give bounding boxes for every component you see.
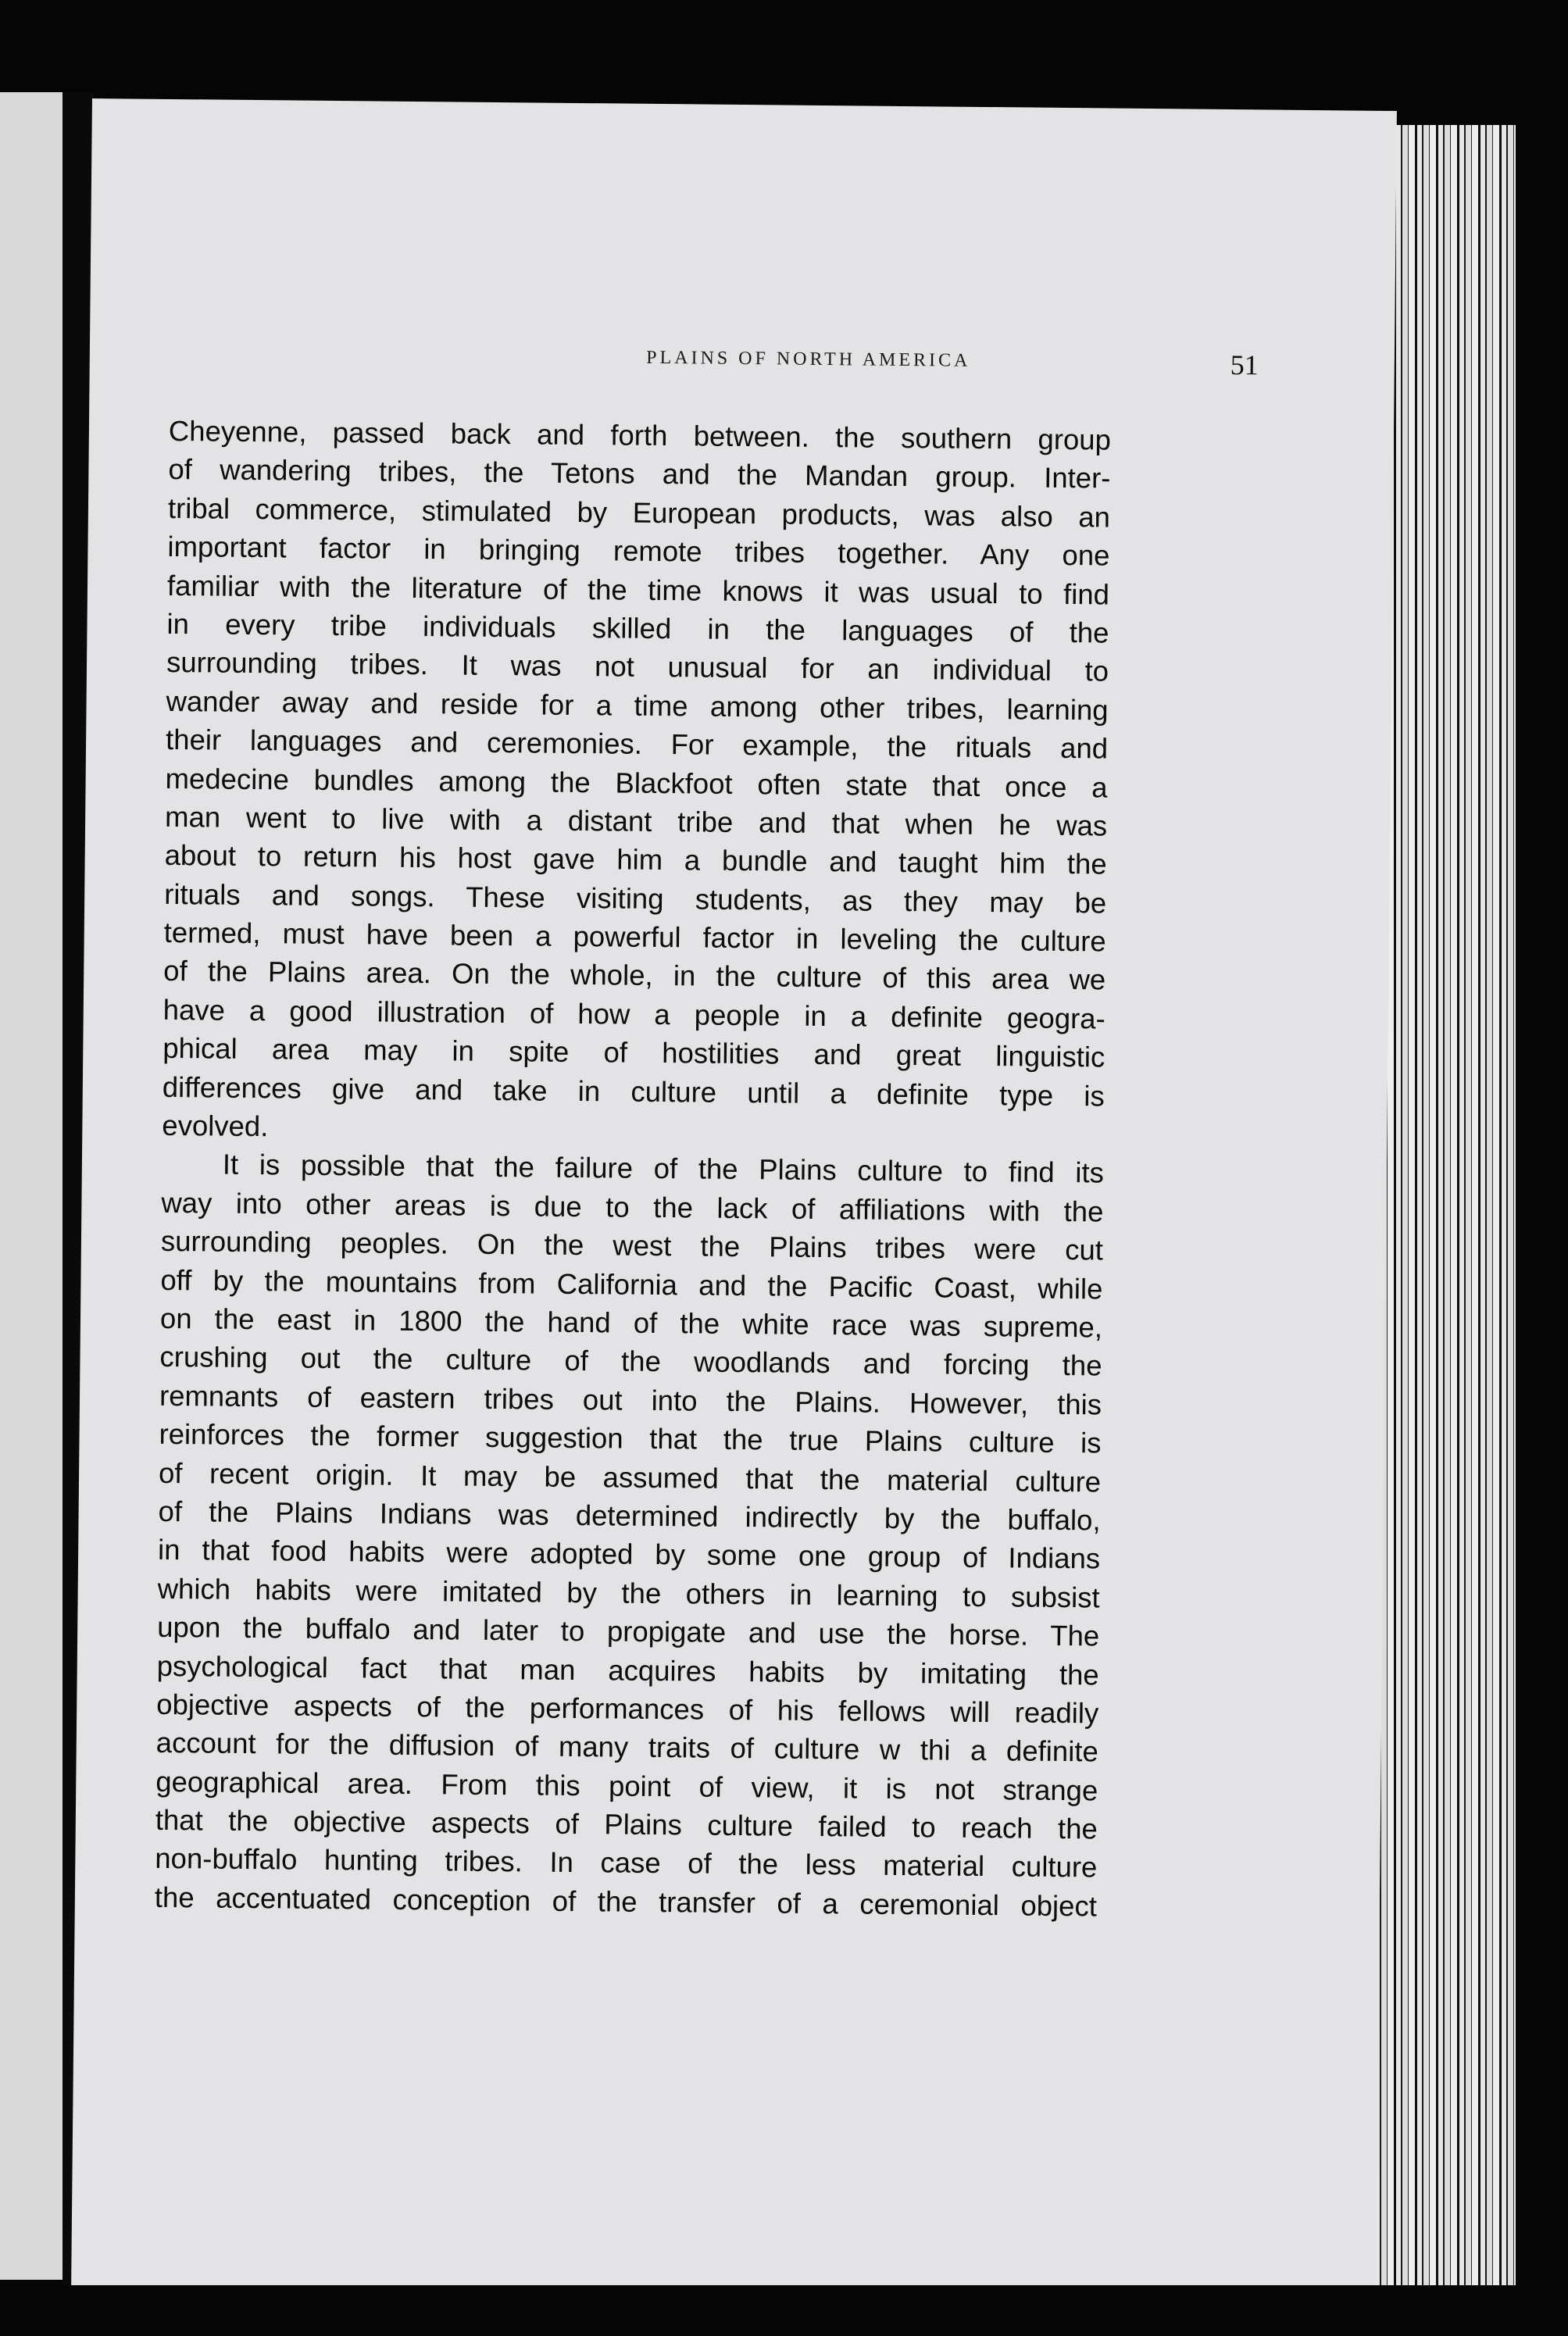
text-line: wander away and reside for a time among other tribes, learning xyxy=(166,684,1109,727)
running-head: PLAINS OF NORTH AMERICA xyxy=(646,347,971,371)
text-line: reinforces the former suggestion that the true Plains culture is xyxy=(159,1418,1102,1459)
text-line: on the east in 1800 the hand of the white race was supreme, xyxy=(159,1302,1103,1344)
text-line: upon the buffalo and later to propigate and use the horse. The xyxy=(157,1610,1100,1652)
text-line: important factor in bringing remote tribes together. Any one xyxy=(167,530,1110,572)
text-line: of wandering tribes, the Tetons and the Mandan group. Inter- xyxy=(168,453,1111,495)
text-line: have a good illustration of how a people in a definite geogra- xyxy=(163,993,1105,1035)
text-line: off by the mountains from California and the Pacific Coast, while xyxy=(160,1263,1103,1306)
text-line: familiar with the literature of the time knows it was usual to find xyxy=(166,569,1110,611)
text-line: account for the diffusion of many traits of culture w thi a definite xyxy=(155,1727,1098,1768)
text-line: differences give and take in culture until a definite type is xyxy=(162,1070,1105,1113)
text-line: termed, must have been a powerful factor in leveling the culture xyxy=(163,916,1106,958)
right-shadow xyxy=(1516,125,1568,2336)
text-line: phical area may in spite of hostilities and great linguistic xyxy=(163,1032,1105,1073)
text-line: objective aspects of the performances of his fellows will readily xyxy=(156,1688,1099,1730)
text-line: psychological fact that man acquires habits by imitating the xyxy=(156,1649,1099,1691)
text-line: way into other areas is due to the lack of affiliations with the xyxy=(161,1186,1104,1228)
text-line: of the Plains area. On the whole, in the culture of this area we xyxy=(163,955,1106,996)
book-page xyxy=(71,98,1397,2302)
text-line: about to return his host gave him a bundle and taught him the xyxy=(164,839,1107,880)
text-line: evolved. xyxy=(162,1109,269,1143)
text-line: crushing out the culture of the woodlands and forcing the xyxy=(159,1341,1102,1382)
text-line: Cheyenne, passed back and forth between. the southern group xyxy=(168,414,1112,456)
facing-page-edge xyxy=(0,92,63,2280)
text-line: non-buffalo hunting tribes. In case of the less material culture xyxy=(155,1842,1098,1884)
page-stack-edges xyxy=(1375,125,1539,2297)
text-line: man went to live with a distant tribe and that when he was xyxy=(164,800,1108,842)
text-line: surrounding tribes. It was not unusual for an individual to xyxy=(166,646,1109,688)
text-line: in every tribe individuals skilled in the languages of the xyxy=(166,607,1109,649)
body-text xyxy=(155,412,1111,1926)
page-number: 51 xyxy=(1230,349,1259,381)
text-line: surrounding peoples. On the west the Plains tribes were cut xyxy=(160,1225,1104,1266)
text-line: medecine bundles among the Blackfoot often state that once a xyxy=(165,762,1108,804)
text-line: their languages and ceremonies. For example, the rituals and xyxy=(165,723,1109,765)
text-line: in that food habits were adopted by some one group of Indians xyxy=(157,1534,1101,1575)
text-line: tribal commerce, stimulated by European products, was also an xyxy=(167,491,1111,534)
text-line: rituals and songs. These visiting students, as they may be xyxy=(164,877,1107,920)
bottom-shadow xyxy=(0,2285,1568,2336)
text-line: It is possible that the failure of the Plains culture to find its xyxy=(222,1148,1105,1189)
text-line: of the Plains Indians was determined indirectly by the buffalo, xyxy=(158,1495,1101,1537)
text-line: of recent origin. It may be assumed that the material culture xyxy=(158,1456,1102,1498)
text-line: the accentuated conception of the transfer of a ceremonial object xyxy=(154,1881,1098,1923)
text-line: remnants of eastern tribes out into the Plains. However, this xyxy=(159,1379,1102,1421)
text-line: that the objective aspects of Plains culture failed to reach the xyxy=(155,1803,1098,1845)
text-line: geographical area. From this point of view, it is not strange xyxy=(155,1765,1098,1807)
text-line: which habits were imitated by the others in learning to subsist xyxy=(157,1572,1100,1614)
